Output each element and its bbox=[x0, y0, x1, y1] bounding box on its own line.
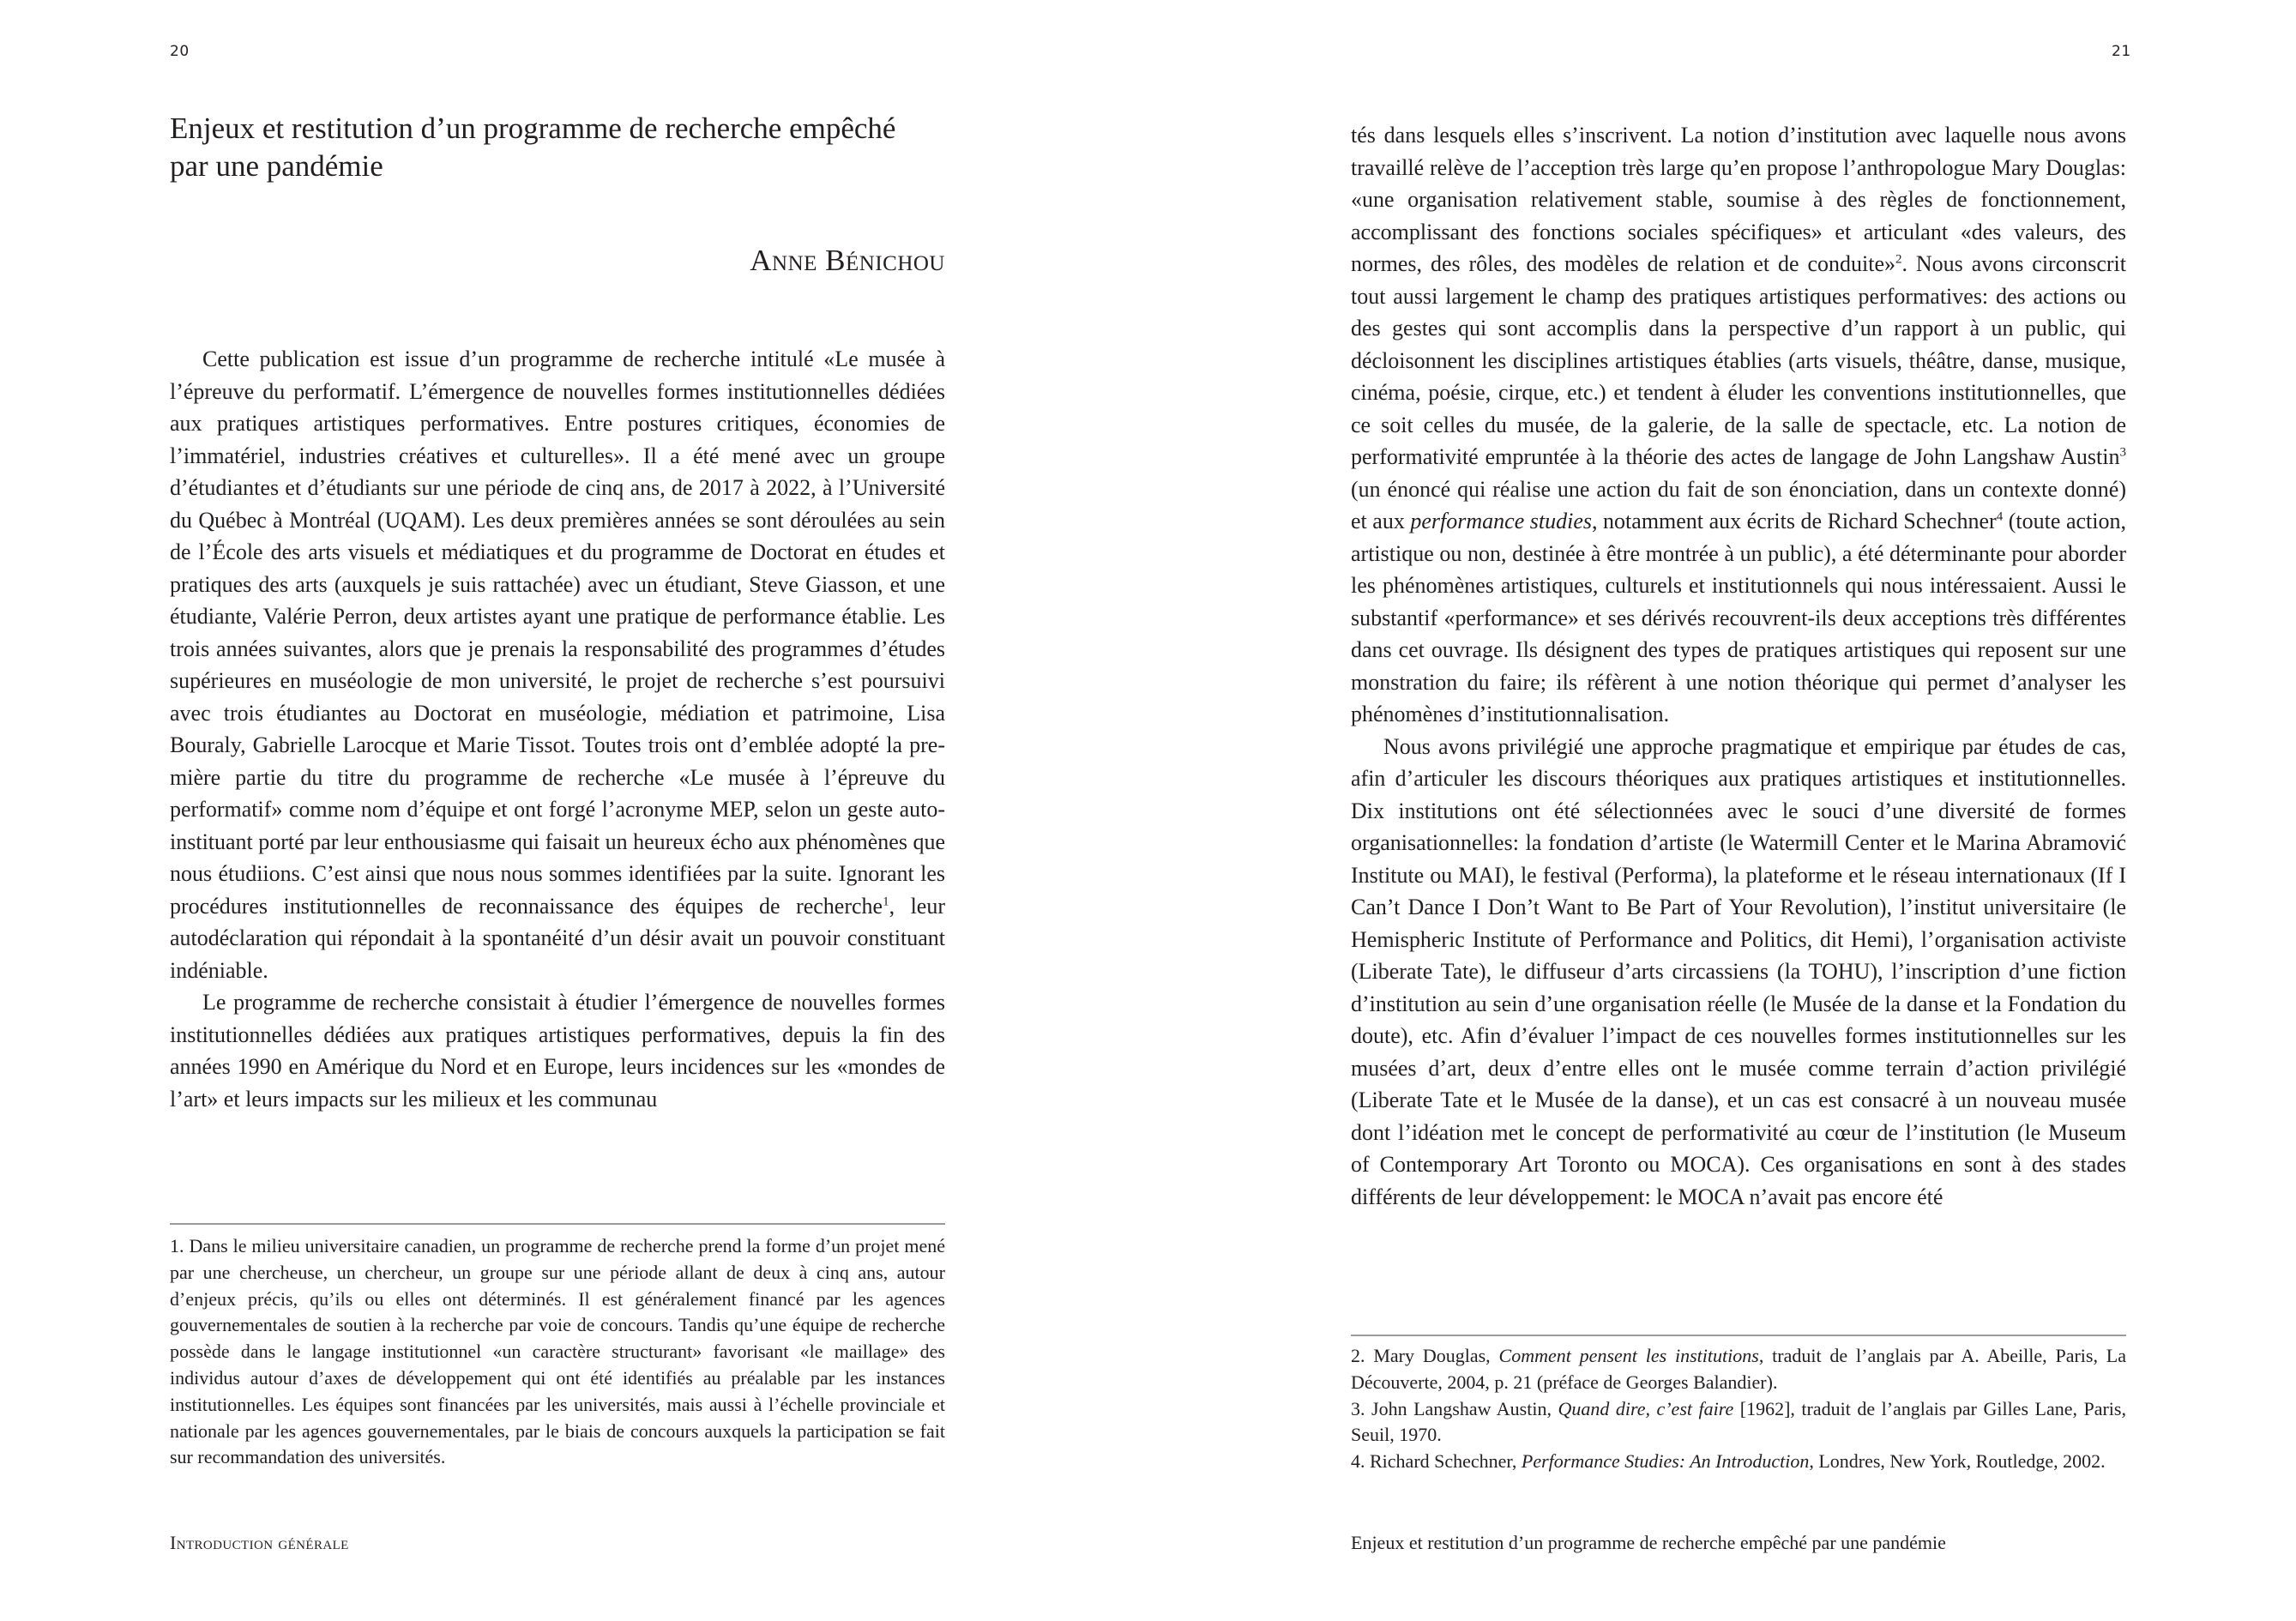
right-page bbox=[1148, 0, 2296, 1621]
paragraph-text: tés dans lesquels elles s’inscrivent. La notion d’institution avec laquelle nous avons travaillé relève de l’acception très large qu’en propose l’anthropologue Mary Douglas: «une organisation relativement stable, soumise à des règles de fonctionnement, accomplissant des fonctions sociales spécifiques» et articulant «des valeurs, des normes, des rôles, des modèles de relation et de conduite» bbox=[1351, 123, 2126, 276]
footnote-text: 4. Richard Schechner, bbox=[1351, 1450, 1522, 1473]
chapter-title-line-2: par une pandémie bbox=[170, 149, 383, 183]
footnote-text: , Londres, New York, Routledge, 2002. bbox=[1809, 1450, 2106, 1473]
author-name: Anne Bénichou bbox=[750, 244, 945, 277]
paragraph bbox=[170, 986, 945, 1115]
footnote-text: , traduit de l’anglais par A. Abeille, Paris, La Découverte, 2004, p. 21 (préface de Georges Balandier). bbox=[1351, 1345, 2126, 1393]
footnote-title: Performance Studies: An Introduction bbox=[1521, 1450, 1810, 1473]
paragraph-text: , notamment aux écrits de Richard Schechner bbox=[1592, 509, 1997, 533]
chapter-title-line-1: Enjeux et restitution d’un programme de recherche empêché bbox=[170, 111, 896, 145]
footnote bbox=[1351, 1449, 2126, 1475]
paragraph bbox=[1351, 119, 2126, 731]
paragraph-text: (un énoncé qui réalise une action du fait de son énonciation, dans un contexte donné) et aux bbox=[1351, 476, 2126, 533]
paragraph-text: (toute action, artistique ou non, destinée à être montrée à un public), a été déterminante pour aborder les phénomènes artistiques, culturels et institutionnels qui nous intéressaient. Aussi le substantif «performance» et ses dérivés recouvrent-ils deux acceptions très différentes dans cet ouvrage. Ils désignent des types de pratiques artistiques qui reposent sur une monstration du faire; ils réfèrent à une notion théorique qui permet d’analyser les phénomènes d’institutionnalisation. bbox=[1351, 509, 2126, 726]
paragraph-text: Le programme de recherche consistait à étudier l’émergence de nouvelles formes institutionnelles dédiées aux pratiques artistiques performatives, depuis la fin des années 1990 en Amérique du Nord et en Europe, leurs incidences sur les «mondes de l’art» et leurs impacts sur les milieux et les communau bbox=[170, 990, 945, 1112]
footnote-divider bbox=[1351, 1335, 2126, 1336]
chapter-title bbox=[170, 110, 959, 185]
footnote-ref[interactable]: 3 bbox=[2119, 445, 2126, 460]
running-footer: Introduction générale bbox=[170, 1532, 349, 1553]
paragraph: Nous avons privilégié une approche pragmatique et empirique par études de cas, afin d’articuler les discours théoriques aux pratiques artistiques et institutionnelles. Dix institutions ont été sélectionnées avec le souci d’une diversité de formes organisationnelles: la fondation d’artiste (le Watermill Center et le Marina Abramović Institute ou MAI), le festival (Performa), la plateforme et le réseau internationaux (If I Can’t Dance I Don’t Want to Be Part of Your Revolution), l’institut universitaire (le Hemispheric Institute of Performance and Politics, dit Hemi), l’organisation activiste (Liberate Tate), le diffuseur d’arts circassiens (la TOHU), l’inscription d’une fiction d’institution au sein d’une organisation réelle (le Musée de la danse et la Fondation du doute), etc. Afin d’évaluer l’impact de ces nouvelles formes institutionnelles sur les musées d’art, deux d’entre elles ont le musée comme terrain d’action privilégié (Liberate Tate et le Musée de la danse), et un cas est consacré à un nouveau musée dont l’idéation met le concept de performativité au cœur de l’institution (le Museum of Contemporary Art Toronto ou MOCA). Ces organisations en sont à des stades différents de leur développement: le MOCA n’avait pas encore été bbox=[1351, 733, 2126, 1209]
paragraph-text: , leur autodéclaration qui répondait à la spontanéité d’un désir avait un pouvoir constituant indéniable. bbox=[170, 893, 945, 983]
footnote-ref[interactable]: 1 bbox=[883, 894, 889, 908]
footnotes-right bbox=[1351, 1343, 2126, 1475]
paragraph-text: Cette publication est issue d’un programme de recherche intitulé «Le musée à l’épreuve du performatif. L’émergence de nouvelles formes institutionnelles dédiées aux pratiques artistiques performatives. Entre postures critiques, économies de l’immatériel, industries créatives et culturelles». Il a été mené avec un groupe d’étudiantes et d’étudiants sur une période de cinq ans, de 2017 à 2022, à l’Université du Québec à Montréal (UQAM). Les deux premières années se sont déroulées au sein de l’École des arts visuels et médiatiques et du programme de Doctorat en études et pratiques des arts (auxquels je suis rattachée) avec un étudiant, Steve Giasson, et une étudiante, Valérie Perron, deux artistes ayant une pratique de performance établie. Les trois années suivantes, alors que je prenais la responsabilité des programmes d’études supérieures en muséologie de mon université, le projet de recherche s’est poursuivi avec trois étudiantes au Doctorat en muséologie, médiation et patrimoine, Lisa Bouraly, Gabrielle Larocque et Marie Tissot. Toutes trois ont d’emblée adopté la première partie du titre du programme de recherche «Le musée à l’épreuve du performatif» comme nom d’équipe et ont forgé l’acronyme MEP, selon un geste auto-instituant porté par leur enthousiasme qui faisait un heureux écho aux phénomènes que nous étudiions. C’est ainsi que nous nous sommes identifiées par la suite. Ignorant les procédures institutionnelles de reconnaissance des équipes de recherche bbox=[170, 346, 945, 919]
paragraph-text: . Nous avons circonscrit tout aussi largement le champ des pratiques artistiques performatives: des actions ou des gestes qui sont accomplis dans la perspective d’un rapport à un public, qui décloisonnent les disciplines artistiques établies (arts visuels, théâtre, danse, musique, cinéma, poésie, cirque, etc.) et tendent à éluder les conventions institutionnelles, que ce soit celles du musée, de la galerie, de la salle de spectacle, etc. La notion de performativité empruntée à la théorie des actes de langage de John Langshaw Austin bbox=[1351, 251, 2127, 469]
footnote bbox=[1351, 1343, 2126, 1396]
footnote bbox=[1351, 1396, 2126, 1449]
footnote-text: 3. John Langshaw Austin, bbox=[1351, 1397, 1558, 1419]
footnote-title: Comment pensent les institutions bbox=[1498, 1345, 1759, 1366]
body-text-right bbox=[1351, 119, 2126, 1213]
footnote-ref[interactable]: 4 bbox=[1996, 509, 2004, 524]
footnote: 1. Dans le milieu universitaire canadien, un programme de recherche prend la forme d’un projet mené par une chercheuse, un chercheur, un groupe sur une période allant de deux à cinq ans, autour d’enjeux précis, qu’ils ou elles ont déterminés. Il est généralement financé par les agences gouvernementales de soutien à la recherche par voie de concours. Tandis qu’une équipe de recherche possède dans le langage institutionnel «un caractère structurant» favorisant «le maillage» des individus autour d’axes de développement qui ont été identifiés au préalable par les instances institutionnelles. Les équipes sont financées par les universités, mais aussi à l’échelle provinciale et nationale par les agences gouvernementales, par le biais de concours auxquels la participation se fait sur recommandation des universités. bbox=[170, 1235, 945, 1468]
italic-term: performance studies bbox=[1410, 509, 1593, 533]
footnote-divider bbox=[170, 1223, 945, 1225]
running-footer: Enjeux et restitution d’un programme de recherche empêché par une pandémie bbox=[1351, 1532, 1946, 1553]
footnote-text: 2. Mary Douglas, bbox=[1351, 1345, 1499, 1366]
body-text-left bbox=[170, 343, 945, 1115]
footnotes-left bbox=[170, 1233, 945, 1471]
footnote-ref[interactable]: 2 bbox=[1895, 252, 1902, 267]
footnote-title: Quand dire, c’est faire bbox=[1558, 1397, 1734, 1419]
paragraph bbox=[170, 343, 945, 986]
footnote-text: [1962], traduit de l’anglais par Gilles Lane, Paris, Seuil, 1970. bbox=[1351, 1397, 2126, 1446]
page-number: 20 bbox=[170, 43, 190, 60]
page-number: 21 bbox=[2112, 43, 2131, 60]
